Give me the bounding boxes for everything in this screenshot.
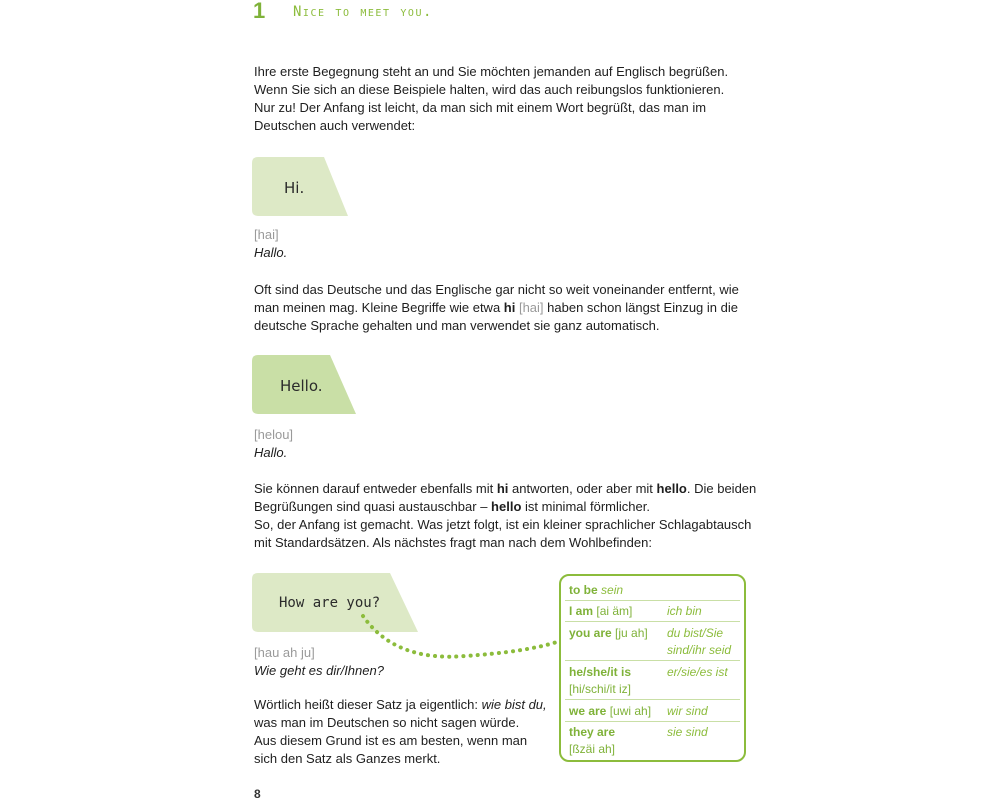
connector-path [363,616,557,657]
pronunciation-hello [254,426,293,462]
text-span: . Die beiden [686,481,757,496]
text-span: man meinen mag. Kleine Begriffe wie etwa [254,300,504,315]
pronunciation: [hi/schi/it iz] [569,682,632,696]
english-form: they are [569,725,616,739]
text-line: So, der Anfang ist gemacht. Was jetzt folgt, ist ein kleiner sprachlicher Schlagabtausch [254,517,752,532]
grammar-row-de: sie sind [667,725,708,739]
grammar-row-en [569,664,631,698]
divider [565,600,740,601]
english-form: I am [569,604,594,618]
page-number: 8 [254,787,261,801]
dotted-connector [355,612,565,667]
bubble-text-hi: Hi. [284,179,305,197]
text-line: was man im Deutschen so nicht sagen würde. [254,715,520,730]
grammar-row-en [569,625,648,642]
grammar-row-de: er/sie/es ist [667,665,728,679]
grammar-row-de: ich bin [667,604,702,618]
text-line: Nur zu! Der Anfang ist leicht, da man sich mit einem Wort begrüßt, das man im [254,100,707,115]
grammar-row-de [667,625,731,659]
text-line: Aus diesem Grund ist es am besten, wenn man [254,733,528,748]
grammar-row-en [569,603,632,620]
divider [565,699,740,700]
pronunciation: [ßzäi ah] [569,742,616,756]
pronunciation: [uwi ah] [609,704,652,718]
divider [565,721,740,722]
english-form: he/she/it is [569,665,632,679]
text-line [254,480,756,498]
chapter-number: 1 [253,0,266,23]
text-line [254,696,547,714]
title-german: sein [601,583,624,597]
grammar-row-en [569,703,651,720]
pronunciation: [hai] [254,227,279,242]
bold-term: hi [496,481,509,496]
intro-paragraph [254,63,728,135]
grammar-row-de: wir sind [667,704,708,718]
pronunciation: [helou] [254,427,294,442]
grammar-box-title [569,582,623,599]
bubble-text-hello: Hello. [280,377,323,395]
german-line: sind/ihr seid [667,643,732,657]
translation: Wie geht es dir/Ihnen? [254,663,384,678]
pronunciation: [ai äm] [596,604,633,618]
grammar-row-en [569,724,615,758]
pronunciation: [hai] [518,300,544,315]
divider [565,660,740,661]
paragraph-3 [254,480,756,552]
text-span: Begrüßungen sind quasi austauschbar – [254,499,492,514]
text-line: Deutschen auch verwendet: [254,118,416,133]
paragraph-4 [254,696,547,768]
pronunciation-hi [254,226,287,262]
german-line: du bist/Sie [667,626,724,640]
translation: Hallo. [254,445,288,460]
pronunciation-how-are-you [254,644,384,680]
text-line: mit Standardsätzen. Als nächstes fragt man nach dem Wohlbefinden: [254,535,652,550]
text-line: Wenn Sie sich an diese Beispiele halten, wird das auch reibungslos funktionieren. [254,82,725,97]
text-line: deutsche Sprache gehalten und man verwendet sie ganz automatisch. [254,318,660,333]
pronunciation: [ju ah] [615,626,648,640]
italic-term: wie bist du, [481,697,547,712]
bubble-text-how-are-you: How are you? [279,595,381,611]
chapter-title: Nice to meet you. [293,4,433,20]
text-span: antworten, oder aber mit [508,481,657,496]
text-line [254,299,739,317]
text-span: Wörtlich heißt dieser Satz ja eigentlich: [254,697,482,712]
bold-term: hi [503,300,516,315]
bold-term: hello [491,499,522,514]
title-english: to be [569,583,598,597]
text-line: Oft sind das Deutsche und das Englische gar nicht so weit voneinander entfernt, wie [254,282,739,297]
text-line: Ihre erste Begegnung steht an und Sie möchten jemanden auf Englisch begrüßen. [254,64,729,79]
english-form: we are [569,704,607,718]
pronunciation: [hau ah ju] [254,645,315,660]
text-span: ist minimal förmlicher. [521,499,650,514]
text-span: Sie können darauf entweder ebenfalls mit [254,481,497,496]
bold-term: hello [656,481,687,496]
text-line [254,498,756,516]
translation: Hallo. [254,245,288,260]
english-form: you are [569,626,612,640]
paragraph-2 [254,281,739,335]
text-line: sich den Satz als Ganzes merkt. [254,751,441,766]
text-span: haben schon längst Einzug in die [543,300,738,315]
divider [565,621,740,622]
